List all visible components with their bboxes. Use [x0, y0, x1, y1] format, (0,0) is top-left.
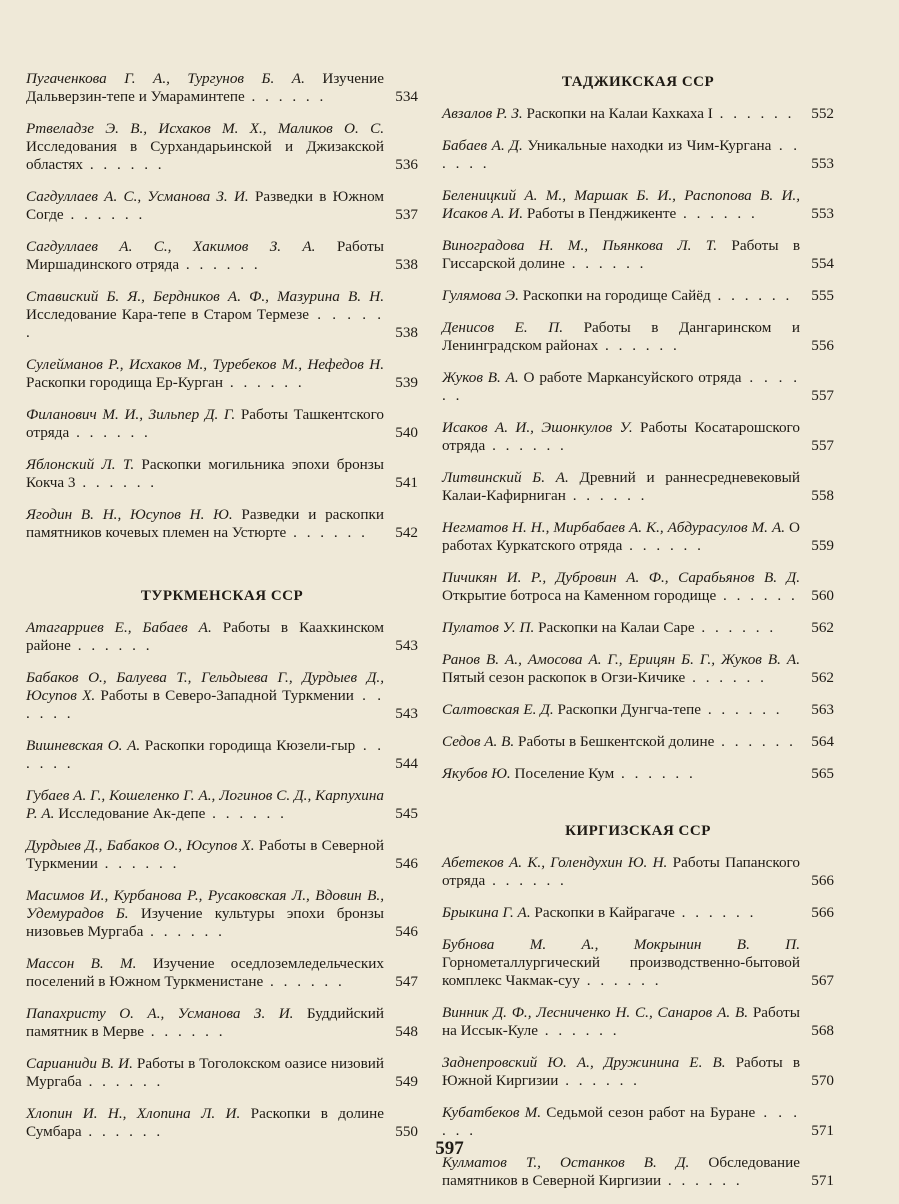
right-column [442, 74, 834, 1204]
entry-title: Уникальные находки из Чим-Кургана [527, 137, 772, 154]
leader-dots: . . . . . . [442, 369, 801, 404]
entry-page-number: 534 [395, 88, 418, 105]
entry-title: Работы в Южной Киргизии [442, 1054, 801, 1089]
leader-dots: . . . . . . [26, 306, 384, 341]
entry-page-number: 547 [395, 973, 418, 990]
entry-title: Раскопки на городище Сайёд [522, 287, 711, 304]
entry-authors: Сулейманов Р., Исхаков М., Туребеков М., Нефедов Н. [26, 356, 384, 373]
entry-title: Раскопки городища Ер-Курган [26, 374, 224, 391]
entry-page-number: 538 [395, 256, 418, 273]
entry-authors: Сарианиди В. И. [26, 1055, 133, 1072]
entry-authors: Заднепровский Ю. А., Дружинина Е. В. [442, 1054, 726, 1071]
entry-title: Горнометаллургический производственно-бытовой комплекс Чакмак-суу [442, 954, 800, 989]
leader-dots: . . . . . . [286, 524, 368, 541]
toc-entry [442, 237, 834, 273]
toc-entry [26, 188, 418, 224]
entry-title: Разведки и раскопки памятников кочевых племен на Устюрте [26, 506, 384, 541]
leader-dots: . . . . . . [70, 637, 153, 654]
leader-dots: . . . . . . [83, 156, 165, 173]
toc-entry [26, 70, 418, 106]
toc-entry [26, 737, 418, 773]
toc-entry [442, 569, 834, 605]
toc-entry [442, 854, 834, 890]
entry-title: Работы в Северной Туркмении [26, 837, 384, 872]
entry-page-number: 552 [811, 105, 834, 122]
entry-authors: Ягодин В. Н., Юсупов Н. Ю. [26, 506, 233, 523]
toc-entry [26, 120, 418, 174]
leader-dots: . . . . . . [714, 733, 796, 750]
toc-entry [442, 936, 834, 990]
entry-title: Работы в Дангаринском и Ленинградском районах [442, 319, 801, 354]
entry-authors: Литвинский Б. А. [442, 469, 569, 486]
toc-entry [442, 187, 834, 223]
entry-page-number: 559 [811, 537, 834, 554]
entry-page-number: 558 [811, 487, 834, 504]
toc-entry [442, 904, 834, 922]
entry-authors: Вишневская О. А. [26, 737, 141, 754]
entry-title: Исследование Ак-депе [58, 805, 206, 822]
toc-entry [442, 105, 834, 123]
toc-entry [442, 733, 834, 751]
leader-dots: . . . . . . [263, 973, 345, 990]
toc-entry [442, 137, 834, 173]
entry-page-number: 540 [395, 424, 418, 441]
entry-page-number: 556 [811, 337, 834, 354]
entry-page-number: 542 [395, 524, 418, 541]
leader-dots: . . . . . . [26, 737, 385, 772]
entry-title: Работы в Бешкентской долине [518, 733, 715, 750]
leader-dots: . . . . . . [143, 1023, 226, 1040]
entry-title: Работы в Тоголокском оазисе низовий Мургаба [26, 1055, 385, 1090]
entry-page-number: 564 [811, 733, 834, 750]
entry-title: Раскопки на Калаи Кахкаха I [526, 105, 713, 122]
toc-entry [26, 787, 418, 823]
entry-page-number: 546 [395, 855, 418, 872]
toc-entry [26, 288, 418, 342]
toc-entry [442, 287, 834, 305]
entry-authors: Массон В. М. [26, 955, 137, 972]
entry-page-number: 568 [811, 1022, 834, 1039]
entry-page-number: 546 [395, 923, 418, 940]
entry-authors: Бубнова М. А., Мокрынин В. П. [442, 936, 800, 953]
entry-page-number: 555 [811, 287, 834, 304]
entry-page-number: 565 [811, 765, 834, 782]
toc-entry [26, 406, 418, 442]
toc-entry [442, 701, 834, 719]
entry-authors: Кубатбеков М. [442, 1104, 542, 1121]
leader-dots: . . . . . . [81, 1123, 164, 1140]
leader-dots: . . . . . . [75, 474, 158, 491]
entry-authors: Кулматов Т., Останков В. Д. [442, 1154, 690, 1171]
entry-page-number: 549 [395, 1073, 418, 1090]
entry-title: Изучение оседлоземледельческих поселений в Южном Туркменистане [26, 955, 384, 990]
entry-page-number: 554 [811, 255, 834, 272]
entry-page-number: 567 [811, 972, 834, 989]
entry-title: Работы в Каахкинском районе [26, 619, 384, 654]
entry-authors: Ставиский Б. Я., Бердников А. Ф., Мазурина В. Н. [26, 288, 384, 305]
leader-dots: . . . . . . [622, 537, 704, 554]
entry-title: Исследования в Сурхандарьинской и Джизакской областях [26, 138, 384, 173]
entry-title: Пятый сезон раскопок в Огзи-Кичике [442, 669, 686, 686]
entry-authors: Пугаченкова Г. А., Тургунов Б. А. [26, 70, 305, 87]
entry-authors: Салтовская Е. Д. [442, 701, 554, 718]
leader-dots: . . . . . . [223, 374, 305, 391]
toc-entry [442, 1054, 834, 1090]
entry-title: Поселение Кум [514, 765, 615, 782]
leader-dots: . . . . . . [701, 701, 783, 718]
toc-entry [442, 651, 834, 687]
toc-entry [26, 356, 418, 392]
leader-dots: . . . . . . [565, 487, 648, 504]
leader-dots: . . . . . . [694, 619, 777, 636]
toc-entry [442, 319, 834, 355]
section-heading-turkmen: ТУРКМЕНСКАЯ ССР [140, 588, 304, 604]
entry-page-number: 566 [811, 904, 834, 921]
entry-title: Работы в Пенджикенте [526, 205, 677, 222]
entry-page-number: 545 [395, 805, 418, 822]
entry-authors: Дурдыев Д., Бабаков О., Юсупов Х. [26, 837, 255, 854]
entry-authors: Филанович М. И., Зильпер Д. Г. [26, 406, 236, 423]
entry-page-number: 571 [811, 1122, 834, 1139]
entry-title: Раскопки Дунгча-тепе [557, 701, 702, 718]
toc-entry [26, 955, 418, 991]
leader-dots: . . . . . . [676, 205, 758, 222]
leader-dots: . . . . . . [661, 1172, 743, 1189]
entry-authors: Абетеков А. К., Голендухин Ю. Н. [442, 854, 668, 871]
entry-authors: Исаков А. И., Эшонкулов У. [442, 419, 633, 436]
toc-entry [26, 887, 418, 941]
toc-entry [26, 506, 418, 542]
entry-authors: Губаев А. Г., Кошеленко Г. А., Логинов С. Д., Карпухина Р. А. [26, 787, 384, 822]
entry-authors: Пулатов У. П. [442, 619, 535, 636]
leader-dots: . . . . . . [716, 587, 798, 604]
left-entries [26, 70, 418, 542]
entry-page-number: 538 [395, 324, 418, 341]
leader-dots: . . . . . . [143, 923, 225, 940]
entry-title: Работы в Северо-Западной Туркмении [100, 687, 354, 704]
leader-dots: . . . . . . [442, 137, 801, 172]
entry-page-number: 553 [811, 155, 834, 172]
toc-entry [26, 619, 418, 655]
entry-title: О работах Куркатского отряда [442, 519, 800, 554]
entry-title: Работы в Гиссарской долине [442, 237, 801, 272]
toc-entry [442, 419, 834, 455]
toc-entry [26, 1055, 418, 1091]
entry-title: Раскопки могильника эпохи бронзы Кокча 3 [26, 456, 384, 491]
leader-dots: . . . . . . [97, 855, 180, 872]
entry-authors: Ранов В. А., Амосова А. Г., Ерицян Б. Г., Жуков В. А. [442, 651, 800, 668]
leader-dots: . . . . . . [179, 256, 261, 273]
entry-authors: Седов А. В. [442, 733, 515, 750]
entry-title: Обследование памятников в Северной Киргизии [442, 1154, 801, 1189]
leader-dots: . . . . . . [564, 255, 647, 272]
entry-title: Работы Миршадинского отряда [26, 238, 385, 273]
leader-dots: . . . . . . [710, 287, 793, 304]
leader-dots: . . . . . . [63, 206, 146, 223]
entry-title: Изучение культуры эпохи бронзы низовьев Мургаба [26, 905, 384, 940]
entry-title: О работе Маркансуйского отряда [523, 369, 742, 386]
leader-dots: . . . . . . [485, 437, 567, 454]
leader-dots: . . . . . . [485, 872, 567, 889]
entry-page-number: 571 [811, 1172, 834, 1189]
entry-authors: Пичикян И. Р., Дубровин А. Ф., Сарабьянов В. Д. [442, 569, 800, 586]
entry-authors: Сагдуллаев А. С., Хакимов З. А. [26, 238, 316, 255]
section-heading-kyrgyz: КИРГИЗСКАЯ ССР [565, 823, 711, 839]
entry-page-number: 566 [811, 872, 834, 889]
turkmen-entries [26, 619, 418, 1141]
leader-dots: . . . . . . [244, 88, 327, 105]
entry-authors: Гулямова Э. [442, 287, 519, 304]
toc-entry [26, 1005, 418, 1041]
leader-dots: . . . . . . [205, 805, 287, 822]
entry-page-number: 557 [811, 387, 834, 404]
toc-entry [442, 619, 834, 637]
entry-title: Буддийский памятник в Мерве [26, 1005, 384, 1040]
entry-page-number: 543 [395, 705, 418, 722]
entry-title: Изучение Дальверзин-тепе и Умараминтепе [26, 70, 385, 105]
entry-page-number: 544 [395, 755, 418, 772]
entry-authors: Виноградова Н. М., Пьянкова Л. Т. [442, 237, 718, 254]
entry-page-number: 562 [811, 669, 834, 686]
leader-dots: . . . . . . [685, 669, 767, 686]
entry-authors: Брыкина Г. А. [442, 904, 531, 921]
entry-authors: Яблонский Л. Т. [26, 456, 135, 473]
leader-dots: . . . . . . [598, 337, 680, 354]
leader-dots: . . . . . . [712, 105, 795, 122]
tajik-entries [442, 105, 834, 783]
entry-page-number: 563 [811, 701, 834, 718]
entry-page-number: 543 [395, 637, 418, 654]
entry-authors: Атагарриев Е., Бабаев А. [26, 619, 212, 636]
entry-page-number: 536 [395, 156, 418, 173]
entry-page-number: 537 [395, 206, 418, 223]
entry-authors: Сагдуллаев А. С., Усманова З. И. [26, 188, 249, 205]
entry-authors: Бабаев А. Д. [442, 137, 523, 154]
entry-page-number: 539 [395, 374, 418, 391]
entry-title: Древний и раннесредневековый Калаи-Кафирниган [442, 469, 801, 504]
toc-entry [442, 469, 834, 505]
leader-dots: . . . . . . [674, 904, 757, 921]
leader-dots: . . . . . . [442, 1104, 800, 1139]
entry-title: Работы Ташкентского отряда [26, 406, 385, 441]
entry-page-number: 562 [811, 619, 834, 636]
toc-entry [442, 519, 834, 555]
toc-entry [442, 1004, 834, 1040]
entry-authors: Негматов Н. Н., Мирбабаев А. К., Абдурасулов М. А. [442, 519, 786, 536]
entry-title: Раскопки на Калаи Саре [538, 619, 695, 636]
entry-authors: Авзалов Р. З. [442, 105, 523, 122]
entry-title: Работы Косатарошского отряда [442, 419, 800, 454]
leader-dots: . . . . . . [26, 687, 384, 722]
entry-authors: Денисов Е. П. [442, 319, 564, 336]
leader-dots: . . . . . . [558, 1072, 640, 1089]
entry-authors: Ртвеладзе Э. В., Исхаков М. Х., Маликов О. С. [26, 120, 384, 137]
entry-title: Раскопки в долине Сумбара [26, 1105, 384, 1140]
entry-page-number: 550 [395, 1123, 418, 1140]
leader-dots: . . . . . . [69, 424, 151, 441]
entry-page-number: 557 [811, 437, 834, 454]
entry-authors: Хлопин И. Н., Хлопина Л. И. [26, 1105, 241, 1122]
entry-page-number: 553 [811, 205, 834, 222]
entry-title: Раскопки городища Кюзели-гыр [144, 737, 356, 754]
section-heading-tajik: ТАДЖИКСКАЯ ССР [561, 74, 715, 90]
entry-title: Работы на Иссык-Куле [442, 1004, 800, 1039]
leader-dots: . . . . . . [579, 972, 662, 989]
entry-title: Седьмой сезон работ на Буране [546, 1104, 756, 1121]
entry-page-number: 560 [811, 587, 834, 604]
entry-authors: Беленицкий А. М., Маршак Б. И., Распопова В. И., Исаков А. И. [442, 187, 800, 222]
entry-title: Работы Папанского отряда [442, 854, 800, 889]
entry-page-number: 570 [811, 1072, 834, 1089]
toc-entry [26, 837, 418, 873]
toc-entry [26, 669, 418, 723]
leader-dots: . . . . . . [538, 1022, 620, 1039]
left-column [26, 70, 418, 1155]
toc-entry [26, 456, 418, 492]
entry-title: Раскопки в Кайрагаче [534, 904, 675, 921]
toc-entry [442, 1104, 834, 1140]
entry-authors: Жуков В. А. [442, 369, 519, 386]
entry-authors: Папахристу О. А., Усманова З. И. [26, 1005, 294, 1022]
toc-entry [442, 369, 834, 405]
entry-authors: Бабаков О., Балуева Т., Гельдыева Г., Дурдыев Д., Юсупов Х. [26, 669, 384, 704]
entry-authors: Якубов Ю. [442, 765, 511, 782]
page-number: 597 [435, 1138, 464, 1159]
entry-title: Открытие ботроса на Каменном городище [442, 587, 717, 604]
entry-page-number: 548 [395, 1023, 418, 1040]
leader-dots: . . . . . . [81, 1073, 164, 1090]
entry-authors: Масимов И., Курбанова Р., Русаковская Л., Вдовин В., Удемурадов Б. [26, 887, 384, 922]
entry-title: Разведки в Южном Согде [26, 188, 385, 223]
leader-dots: . . . . . . [614, 765, 696, 782]
entry-title: Исследование Кара-тепе в Старом Термезе [26, 306, 309, 323]
entry-authors: Винник Д. Ф., Лесниченко Н. С., Санаров А. В. [442, 1004, 749, 1021]
entry-page-number: 541 [395, 474, 418, 491]
toc-entry [442, 765, 834, 783]
toc-entry [26, 1105, 418, 1141]
toc-entry [26, 238, 418, 274]
